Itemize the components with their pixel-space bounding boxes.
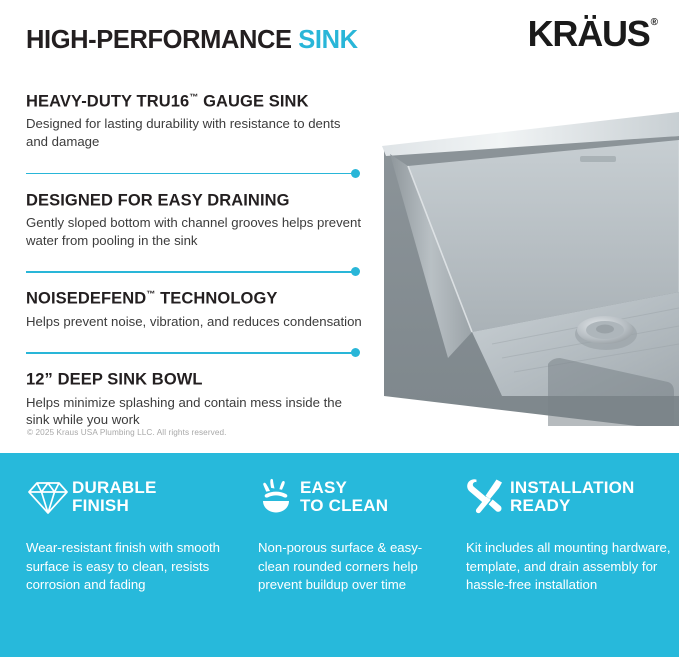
divider-line: [26, 173, 353, 174]
benefit-title-line1: EASY: [300, 478, 348, 497]
feature-body: Designed for lasting durability with resistance to dents and damage: [26, 116, 341, 150]
benefit-column-easy-to-clean: [236, 477, 444, 595]
registered-mark: ®: [650, 17, 658, 28]
feature-body: Helps minimize splashing and contain mess inside the sink while you work: [26, 394, 342, 428]
divider: [26, 263, 366, 281]
divider: [26, 344, 366, 362]
trademark-mark: ™: [189, 92, 199, 102]
feature-title-text: 12” DEEP SINK BOWL: [26, 370, 203, 389]
benefit-body: Kit includes all mounting hardware, template, and drain assembly for hassle-free installation: [466, 540, 671, 593]
benefits-columns: [0, 477, 679, 595]
tools-icon: [466, 477, 510, 515]
sink-illustration: [352, 96, 679, 426]
benefit-title-line2: TO CLEAN: [300, 496, 389, 516]
brand-name: KRÄUS: [527, 13, 650, 54]
headline-accent: SINK: [298, 26, 358, 54]
copyright-text: © 2025 Kraus USA Plumbing LLC. All rights reserved.: [27, 428, 227, 437]
feature-item: [26, 92, 366, 161]
brand-logo: [527, 13, 658, 54]
diamond-icon: [26, 477, 72, 517]
benefit-title-line2: FINISH: [72, 496, 129, 516]
benefit-header: [26, 477, 236, 523]
benefit-title: [510, 477, 635, 516]
benefit-body: Non-porous surface & easy-clean rounded corners help prevent buildup over time: [258, 540, 423, 593]
feature-title-tail: TECHNOLOGY: [155, 289, 278, 308]
benefit-title-line1: INSTALLATION: [510, 478, 635, 497]
feature-item: [26, 191, 366, 260]
feature-title: [26, 289, 366, 308]
benefit-title: [72, 477, 157, 516]
trademark-mark: ™: [146, 289, 156, 300]
benefit-header: [466, 477, 679, 523]
benefits-band: [0, 453, 679, 657]
benefit-title: [300, 477, 388, 516]
headline-main: HIGH-PERFORMANCE: [26, 26, 299, 54]
benefit-header: [258, 477, 444, 523]
feature-title: [26, 370, 366, 389]
feature-body: Helps prevent noise, vibration, and reduces condensation: [26, 313, 362, 329]
benefit-column-durable-finish: [0, 477, 236, 595]
benefit-column-installation-ready: [444, 477, 679, 595]
feature-title: [26, 92, 366, 111]
header: [26, 13, 658, 68]
feature-title: [26, 191, 366, 210]
feature-title-tail: GAUGE SINK: [198, 92, 309, 111]
feature-body: Gently sloped bottom with channel grooves helps prevent water from pooling in the sink: [26, 215, 362, 248]
washing-hands-icon: [258, 477, 300, 515]
feature-title-text: HEAVY-DUTY TRU16: [26, 92, 190, 111]
divider: [26, 165, 366, 183]
benefit-title-line1: DURABLE: [72, 478, 157, 497]
benefit-body: Wear-resistant finish with smooth surface is easy to clean, resists corrosion and fading: [26, 540, 220, 593]
feature-item: [26, 289, 366, 340]
divider-line: [26, 271, 353, 272]
page-title: [26, 26, 358, 55]
divider-line: [26, 352, 353, 353]
feature-title-text: NOISEDEFEND: [26, 289, 147, 308]
feature-title-text: DESIGNED FOR EASY DRAINING: [26, 191, 290, 210]
feature-list: [26, 92, 366, 439]
benefit-title-line2: READY: [510, 496, 571, 516]
